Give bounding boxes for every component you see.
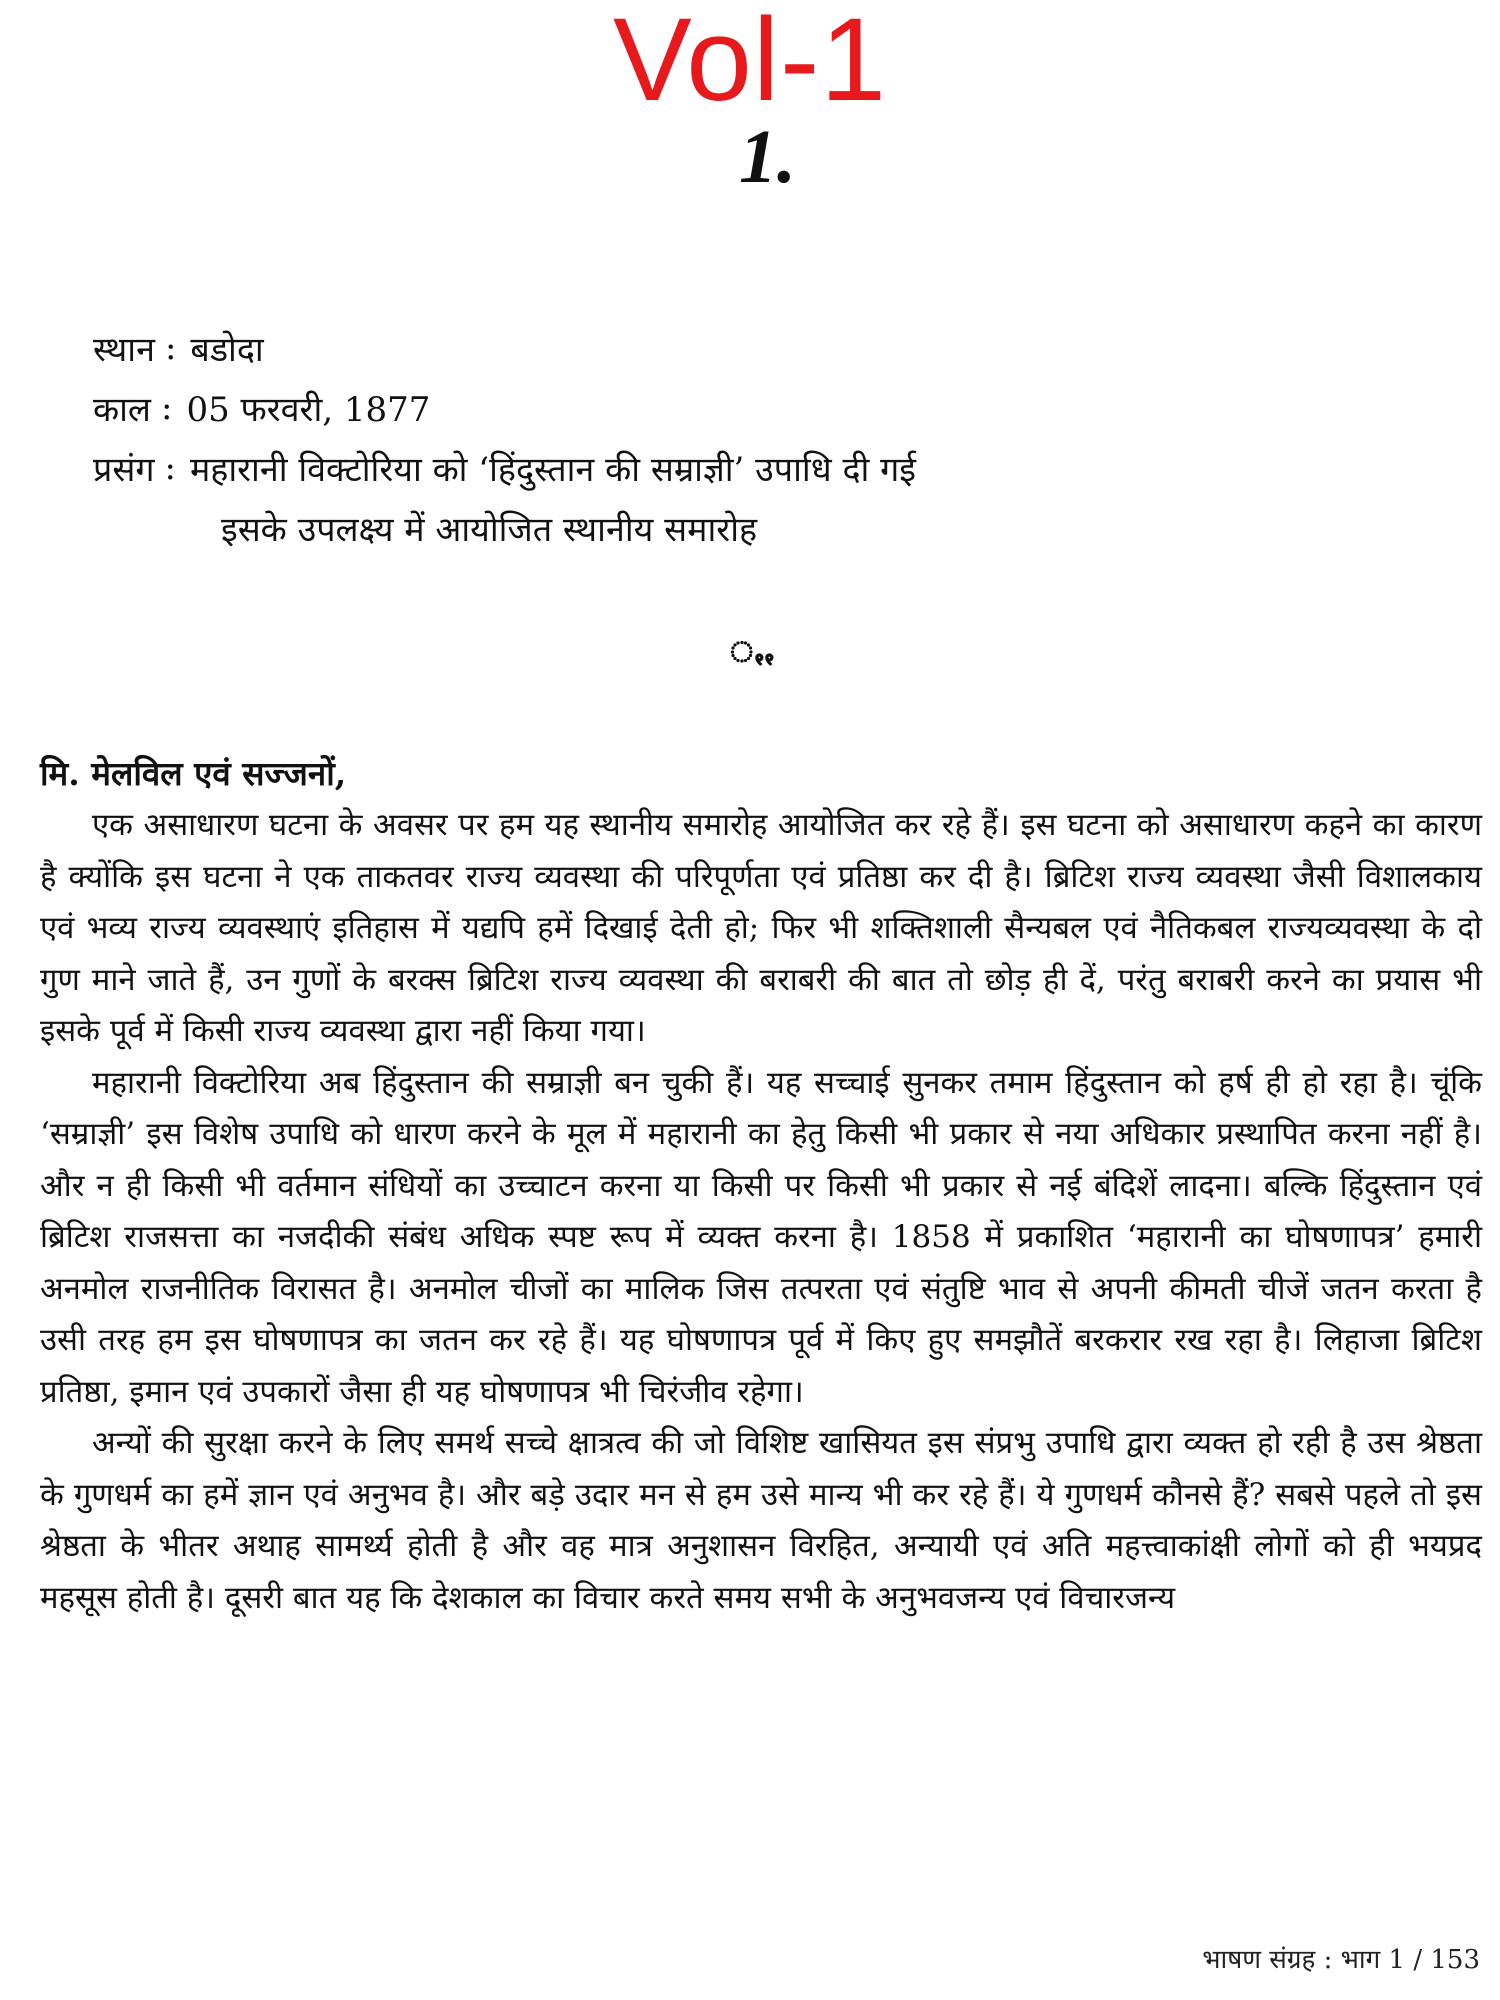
time-value: 05 फरवरी, 1877 (186, 390, 431, 430)
time-label: काल (93, 390, 151, 430)
section-ornament: ꩻꩻ (729, 624, 771, 671)
context-line-2: इसके उपलक्ष्य में आयोजित स्थानीय समारोह (221, 510, 758, 550)
context-line-1: महारानी विक्टोरिया को ‘हिंदुस्तान की सम्राज्ञी’ उपाधि दी गई (189, 450, 916, 490)
context-row (93, 438, 1413, 498)
time-separator: : (160, 388, 173, 428)
context-separator: : (164, 448, 176, 488)
paragraph-1: एक असाधारण घटना के अवसर पर हम यह स्थानीय समारोह आयोजित कर रहे हैं। इस घटना को असाधारण कहने का कारण है क्योंकि इस घटना ने एक ताकतवर राज्य व्यवस्था की परिपूर्णता एवं प्रतिष्ठा कर दी है। ब्रिटिश राज्य व्यवस्था जैसी विशालकाय एवं भव्य राज्य व्यवस्थाएं इतिहास में यद्यपि हमें दिखाई देती हो; फिर भी शक्तिशाली सैन्यबल एवं नैतिकबल राज्यव्यवस्था के दो गुण माने जाते हैं, उन गुणों के बरक्स ब्रिटिश राज्य व्यवस्था की बराबरी की बात तो छोड़ ही दें, परंतु बराबरी करने का प्रयास भी इसके पूर्व में किसी राज्य व्यवस्था द्वारा नहीं किया गया। (40, 807, 1482, 1049)
place-row (93, 318, 1413, 378)
speech-body (40, 800, 1482, 1624)
place-label: स्थान (93, 330, 155, 370)
paragraph-3: अन्यों की सुरक्षा करने के लिए समर्थ सच्चे क्षात्रत्व की जो विशिष्ट खासियत इस संप्रभु उपाधि द्वारा व्यक्त हो रही है उस श्रेष्ठता के गुणधर्म का हमें ज्ञान एवं अनुभव है। और बड़े उदार मन से हम उसे मान्य भी कर रहे हैं। ये गुणधर्म कौनसे हैं? सबसे पहले तो इस श्रेष्ठता के भीतर अथाह सामर्थ्य होती है और वह मात्र अनुशासन विरहित, अन्यायी एवं अति महत्त्वाकांक्षी लोगों को ही भयप्रद महसूस होती है। दूसरी बात यह कि देशकाल का विचार करते समय सभी के अनुभवजन्य एवं विचारजन्य (40, 1425, 1482, 1616)
salutation: मि. मेलविल एवं सज्जनों, (40, 754, 347, 793)
chapter-number: 1. (739, 115, 796, 199)
page-footer: भाषण संग्रह : भाग 1 / 153 (1202, 1945, 1480, 1975)
volume-label: Vol-1 (613, 0, 887, 126)
context-label: प्रसंग (93, 450, 155, 490)
paragraph-2: महारानी विक्टोरिया अब हिंदुस्तान की सम्राज्ञी बन चुकी हैं। यह सच्चाई सुनकर तमाम हिंदुस्तान को हर्ष ही हो रहा है। चूंकि ‘सम्राज्ञी’ इस विशेष उपाधि को धारण करने के मूल में महारानी का हेतु किसी भी प्रकार से नया अधिकार प्रस्थापित करना नहीं है। और न ही किसी भी वर्तमान संधियों का उच्चाटन करना या किसी पर किसी भी प्रकार से नई बंदिशें लादना। बल्कि हिंदुस्तान एवं ब्रिटिश राजसत्ता का नजदीकी संबंध अधिक स्पष्ट रूप में व्यक्त करना है। 1858 में प्रकाशित ‘महारानी का घोषणापत्र’ हमारी अनमोल राजनीतिक विरासत है। अनमोल चीजों का मालिक जिस तत्परता एवं संतुष्टि भाव से अपनी कीमती चीजें जतन करता है उसी तरह हम इस घोषणापत्र का जतन कर रहे हैं। यह घोषणापत्र पूर्व में किए हुए समझौतें बरकरार रख रहा है। लिहाजा ब्रिटिश प्रतिष्ठा, इमान एवं उपकारों जैसा ही यह घोषणापत्र भी चिरंजीव रहेगा। (40, 1064, 1482, 1410)
time-row (93, 378, 1413, 438)
place-value: बडोदा (190, 330, 264, 370)
context-continuation (93, 498, 1413, 558)
place-separator: : (164, 328, 177, 368)
speech-metadata (93, 318, 1413, 558)
